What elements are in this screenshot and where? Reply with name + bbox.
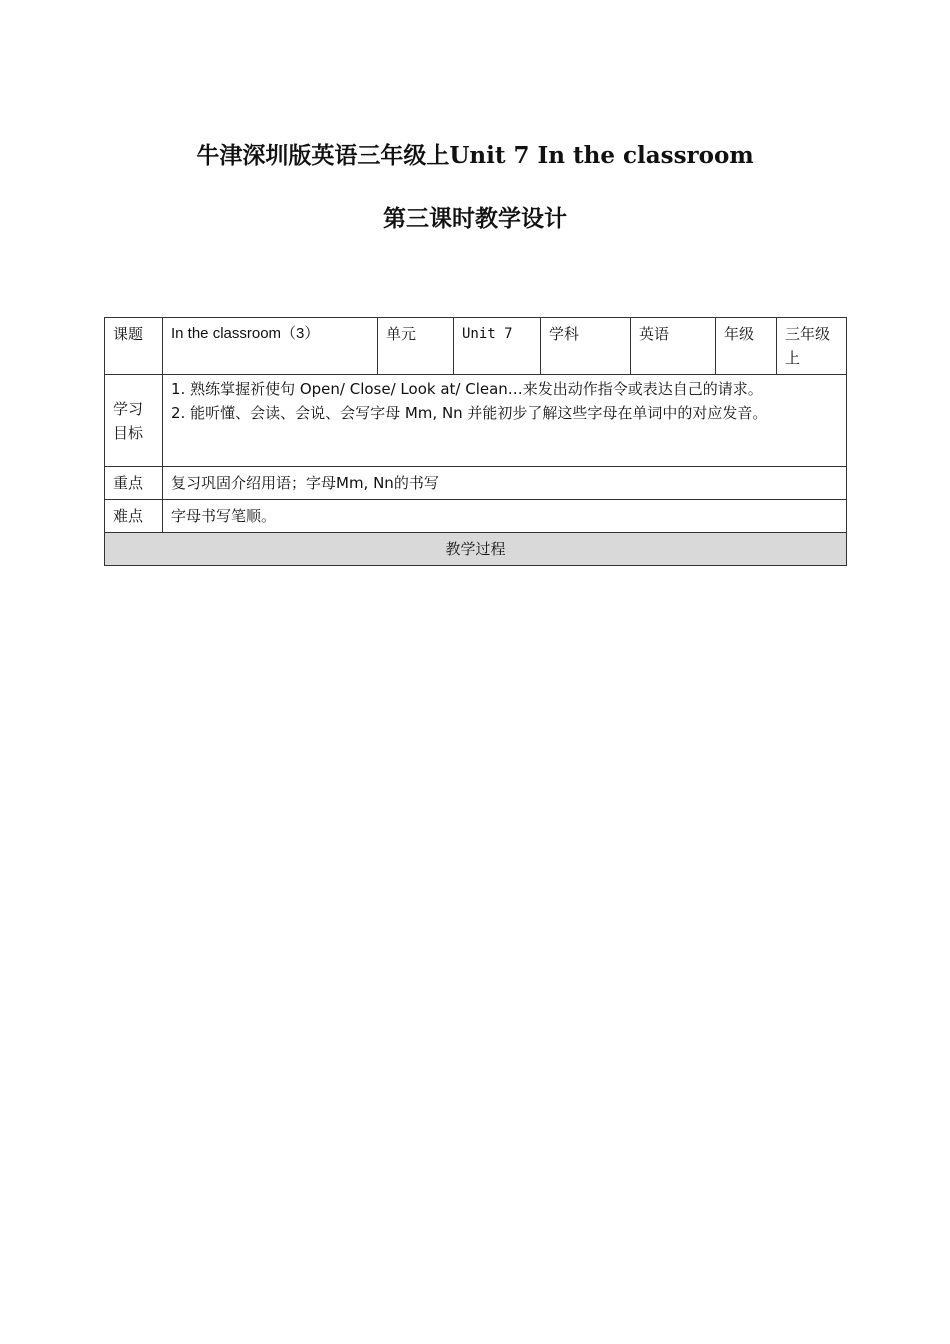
table-row-key-points bbox=[105, 467, 847, 500]
subject-label: 学科 bbox=[541, 318, 631, 375]
key-points-label: 重点 bbox=[105, 467, 163, 500]
goal-item-1: 1. 熟练掌握祈使句 Open/ Close/ Look at/ Clean…来发出动作指令或表达自己的请求。 bbox=[171, 380, 763, 398]
difficulties-value: 字母书写笔顺。 bbox=[163, 500, 847, 533]
goals-content bbox=[163, 375, 847, 467]
goals-label: 学习目标 bbox=[105, 375, 163, 467]
lesson-plan-table bbox=[104, 317, 847, 566]
goal-item-2: 2. 能听懂、会读、会说、会写字母 Mm, Nn 并能初步了解这些字母在单词中的对应发音。 bbox=[171, 404, 768, 422]
grade-value: 三年级上 bbox=[777, 318, 847, 375]
difficulties-label: 难点 bbox=[105, 500, 163, 533]
key-points-value: 复习巩固介绍用语；字母Mm, Nn的书写 bbox=[163, 467, 847, 500]
unit-value: Unit 7 bbox=[454, 318, 541, 375]
subject-value: 英语 bbox=[631, 318, 716, 375]
table-row-difficulties bbox=[105, 500, 847, 533]
topic-label: 课题 bbox=[105, 318, 163, 375]
table-row-goals bbox=[105, 375, 847, 467]
document-title: 牛津深圳版英语三年级上Unit 7 In the classroom bbox=[196, 142, 754, 169]
table-row-process bbox=[105, 533, 847, 566]
process-header: 教学过程 bbox=[105, 533, 847, 566]
document-subtitle: 第三课时教学设计 bbox=[383, 205, 567, 232]
topic-value: In the classroom（3） bbox=[163, 318, 378, 375]
unit-label: 单元 bbox=[378, 318, 454, 375]
table-row-header bbox=[105, 318, 847, 375]
grade-label: 年级 bbox=[716, 318, 777, 375]
